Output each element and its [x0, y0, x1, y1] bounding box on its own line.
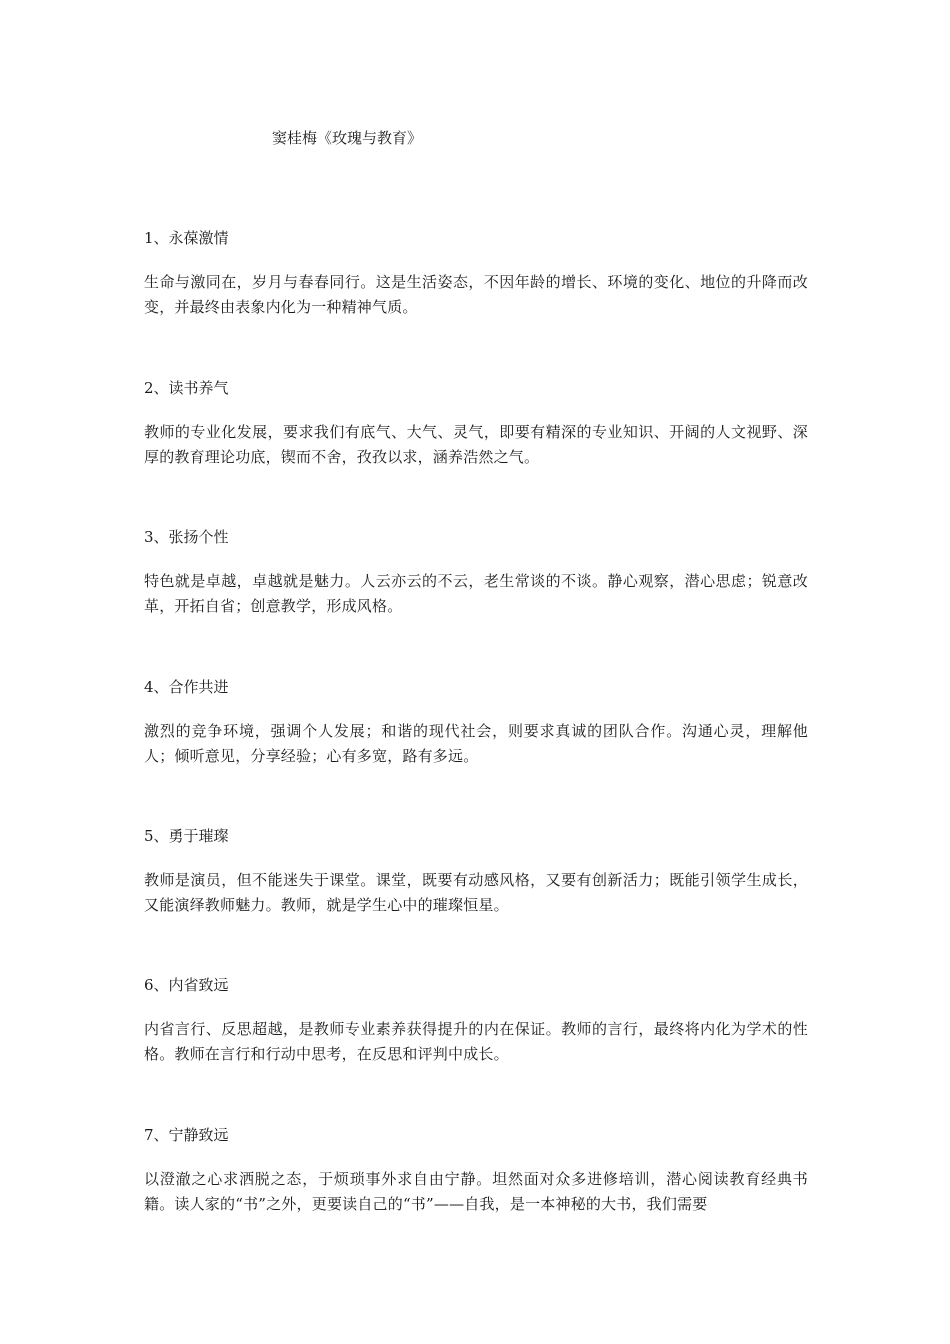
section-heading: 6、内省致远: [144, 976, 229, 994]
section-7: [144, 1125, 808, 1216]
section-1: [144, 228, 808, 319]
section-paragraph: 教师的专业化发展，要求我们有底气、大气、灵气，即要有精深的专业知识、开阔的人文视野、深厚的教育理论功底，锲而不舍，孜孜以求，涵养浩然之气。: [144, 423, 808, 466]
section-paragraph: 教师是演员，但不能迷失于课堂。课堂，既要有动感风格，又要有创新活力；既能引领学生成长，又能演绎教师魅力。教师，就是学生心中的璀璨恒星。: [144, 871, 808, 914]
section-heading: 3、张扬个性: [144, 528, 229, 546]
section-paragraph: 生命与激同在，岁月与春春同行。这是生活姿态，不因年龄的增长、环境的变化、地位的升降而改变，并最终由表象内化为一种精神气质。: [144, 273, 808, 316]
section-paragraph: 内省言行、反思超越，是教师专业素养获得提升的内在保证。教师的言行，最终将内化为学术的性格。教师在言行和行动中思考，在反思和评判中成长。: [144, 1020, 808, 1063]
section-heading: 5、勇于璀璨: [144, 827, 229, 845]
section-4: [144, 677, 808, 768]
section-3: [144, 527, 808, 618]
section-paragraph: 激烈的竞争环境，强调个人发展；和谐的现代社会，则要求真诚的团队合作。沟通心灵，理解他人；倾听意见，分享经验；心有多宽，路有多远。: [144, 722, 808, 765]
section-2: [144, 378, 808, 469]
section-heading: 7、宁静致远: [144, 1126, 229, 1144]
section-heading: 4、合作共进: [144, 678, 229, 696]
section-paragraph: 以澄澈之心求洒脱之态，于烦琐事外求自由宁静。坦然面对众多进修培训，潜心阅读教育经典书籍。读人家的“书”之外，更要读自己的“书”——自我，是一本神秘的大书，我们需要: [144, 1170, 808, 1213]
section-paragraph: 特色就是卓越，卓越就是魅力。人云亦云的不云，老生常谈的不谈。静心观察，潜心思虑；锐意改革，开拓自省；创意教学，形成风格。: [144, 572, 808, 615]
section-heading: 2、读书养气: [144, 379, 229, 397]
section-heading: 1、永葆激情: [144, 229, 229, 247]
section-5: [144, 826, 808, 917]
document-title: 窦桂梅《玫瑰与教育》: [272, 129, 423, 147]
section-6: [144, 975, 808, 1066]
